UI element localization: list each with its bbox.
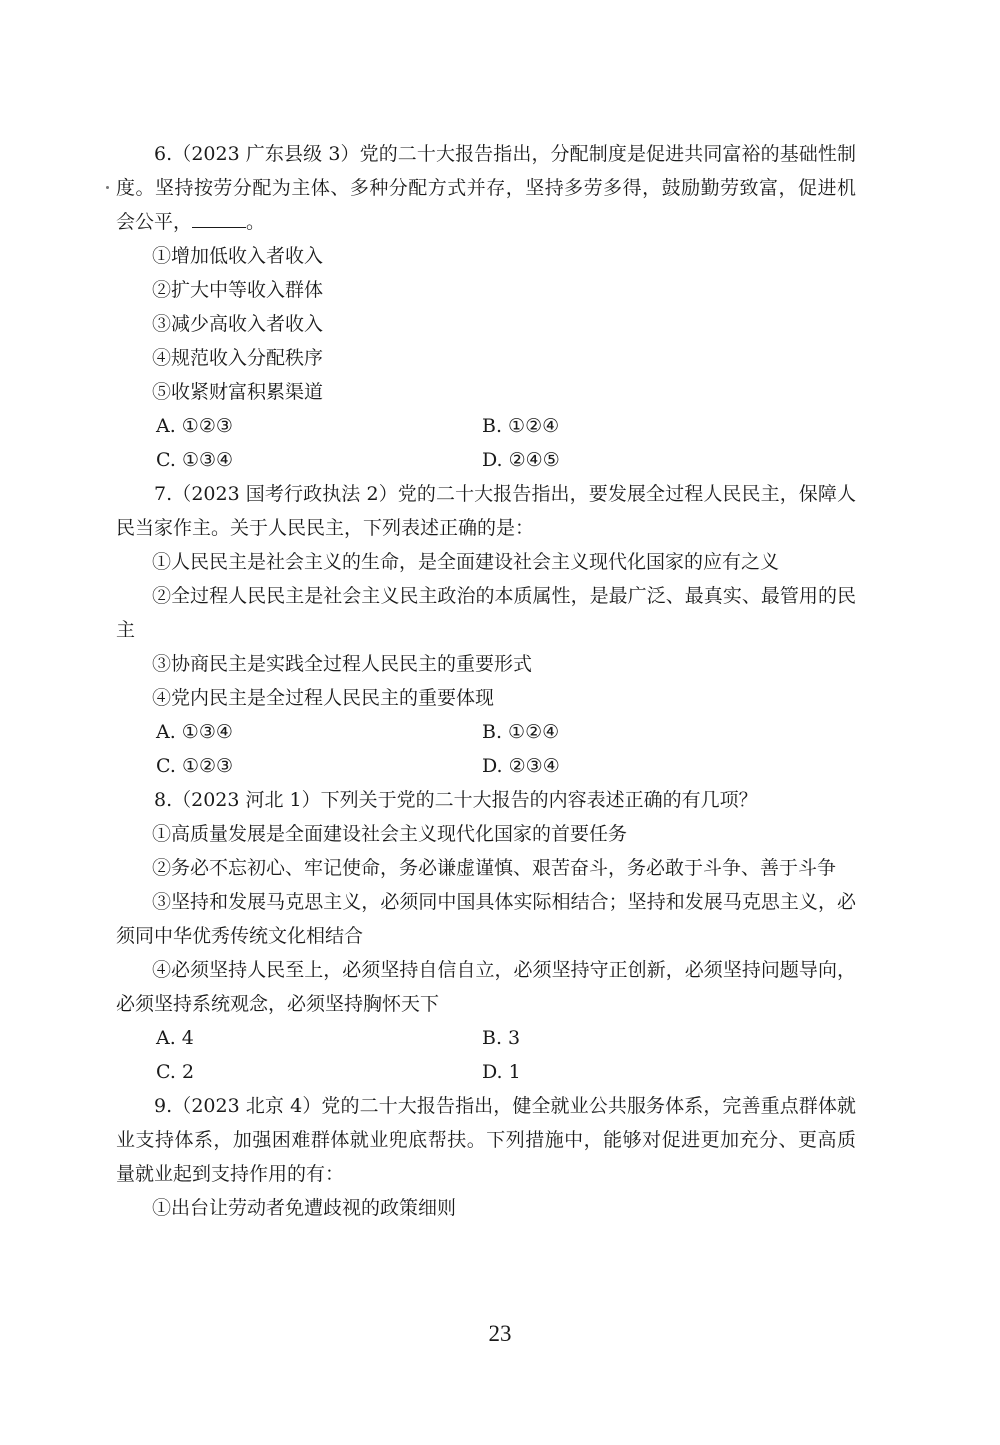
q8-item-4: ④必须坚持人民至上，必须坚持自信自立，必须坚持守正创新，必须坚持问题导向，必须坚持系统观念，必须坚持胸怀天下 xyxy=(116,959,856,1015)
q8-option-b: B. 3 xyxy=(482,1027,521,1049)
q6-options-row-2 xyxy=(116,443,856,477)
q8-item-3: ③坚持和发展马克思主义，必须同中国具体实际相结合；坚持和发展马克思主义，必须同中华优秀传统文化相结合 xyxy=(116,891,856,947)
q6-item-4: ④规范收入分配秩序 xyxy=(152,347,324,369)
q7-option-d: D. ②③④ xyxy=(482,755,560,777)
q6-item-1: ①增加低收入者收入 xyxy=(152,245,324,267)
q8-option-c: C. 2 xyxy=(156,1061,195,1083)
q6-option-d: D. ②④⑤ xyxy=(482,449,560,471)
question-7-stem: 7.（2023 国考行政执法 2）党的二十大报告指出，要发展全过程人民民主，保障人民当家作主。关于人民民主，下列表述正确的是： xyxy=(116,483,856,539)
q6-option-a: A. ①②③ xyxy=(156,415,233,437)
q7-options-row-1 xyxy=(116,715,856,749)
q7-item-1: ①人民民主是社会主义的生命，是全面建设社会主义现代化国家的应有之义 xyxy=(152,551,780,573)
question-8-stem: 8.（2023 河北 1）下列关于党的二十大报告的内容表述正确的有几项？ xyxy=(154,789,758,811)
q6-option-c: C. ①③④ xyxy=(156,449,234,471)
q6-item-3: ③减少高收入者收入 xyxy=(152,313,324,335)
scan-mark xyxy=(106,186,109,189)
q6-options-row-1 xyxy=(116,409,856,443)
page-number: 23 xyxy=(488,1321,512,1346)
q7-option-b: B. ①②④ xyxy=(482,721,560,743)
q7-options-row-2 xyxy=(116,749,856,783)
q6-item-2: ②扩大中等收入群体 xyxy=(152,279,324,301)
q8-option-d: D. 1 xyxy=(482,1061,521,1083)
q6-option-b: B. ①②④ xyxy=(482,415,560,437)
page-content xyxy=(116,137,856,1225)
q9-item-1: ①出台让劳动者免遭歧视的政策细则 xyxy=(152,1197,457,1219)
q8-options-row-2 xyxy=(116,1055,856,1089)
q7-item-4: ④党内民主是全过程人民民主的重要体现 xyxy=(152,687,495,709)
q7-item-3: ③协商民主是实践全过程人民民主的重要形式 xyxy=(152,653,533,675)
q8-item-1: ①高质量发展是全面建设社会主义现代化国家的首要任务 xyxy=(152,823,628,845)
question-9-stem: 9.（2023 北京 4）党的二十大报告指出，健全就业公共服务体系，完善重点群体就业支持体系，加强困难群体就业兜底帮扶。下列措施中，能够对促进更加充分、更高质量就业起到支持作用的有： xyxy=(116,1095,856,1185)
q7-item-2: ②全过程人民民主是社会主义民主政治的本质属性，是最广泛、最真实、最管用的民主 xyxy=(116,585,856,641)
q6-item-5: ⑤收紧财富积累渠道 xyxy=(152,381,324,403)
q7-option-a: A. ①③④ xyxy=(156,721,233,743)
question-6-stem: 6.（2023 广东县级 3）党的二十大报告指出，分配制度是促进共同富裕的基础性制度。坚持按劳分配为主体、多种分配方式并存，坚持多劳多得，鼓励勤劳致富，促进机会公平， 。 xyxy=(116,143,856,233)
answer-blank xyxy=(192,205,246,228)
q8-option-a: A. 4 xyxy=(156,1027,194,1049)
q8-item-2: ②务必不忘初心、牢记使命，务必谦虚谨慎、艰苦奋斗，务必敢于斗争、善于斗争 xyxy=(152,857,837,879)
q7-option-c: C. ①②③ xyxy=(156,755,234,777)
q8-options-row-1 xyxy=(116,1021,856,1055)
